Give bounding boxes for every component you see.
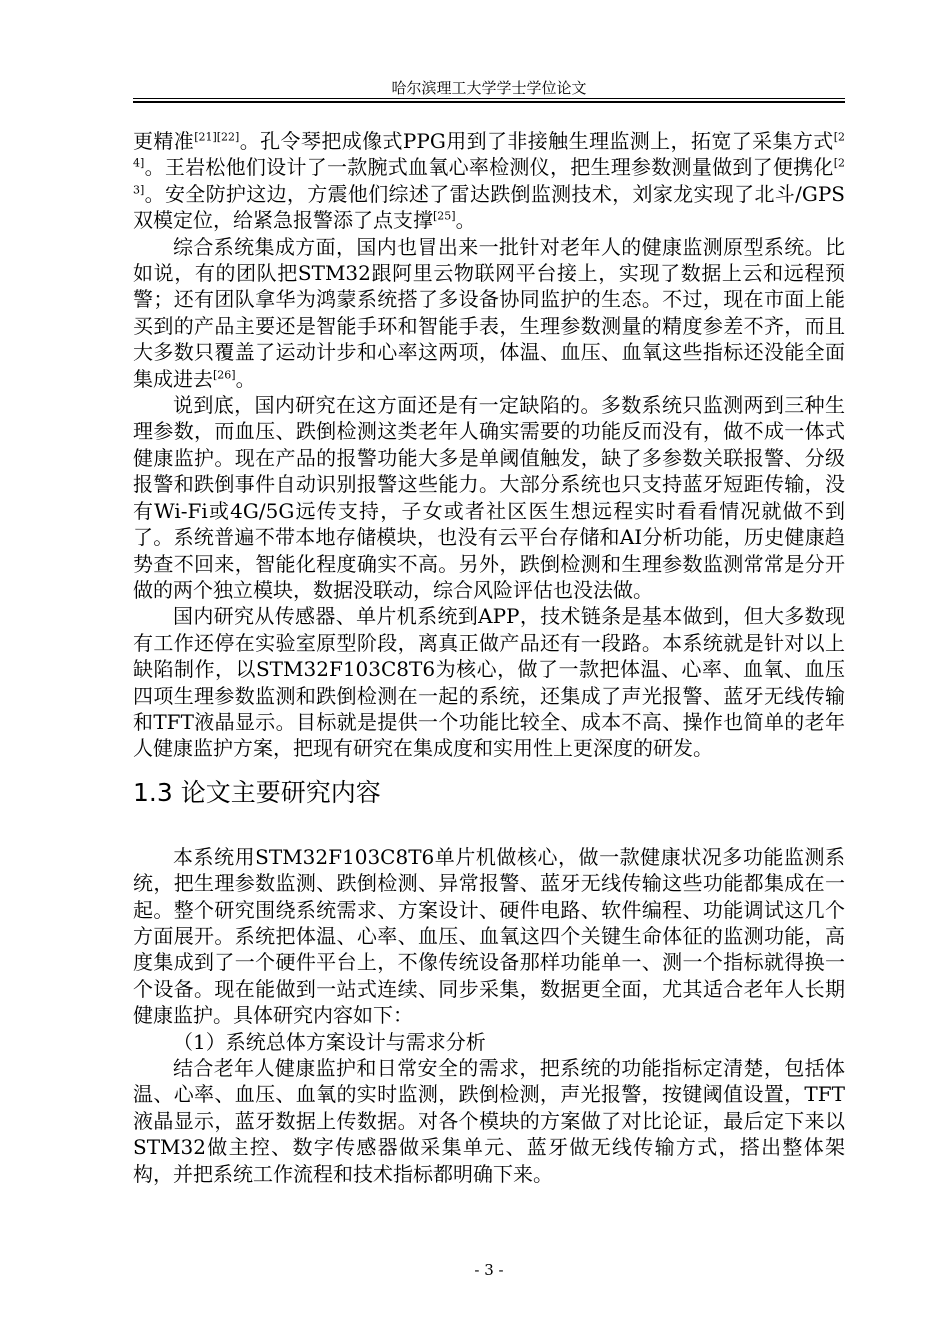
- body-paragraph: [133, 844, 845, 1029]
- paragraph-group-background: [133, 128, 845, 762]
- paragraph-text: 。: [455, 208, 476, 233]
- header-rule-thick: [133, 101, 845, 103]
- citation-ref: [21][22]: [194, 130, 240, 144]
- paragraph-text: 。: [235, 366, 256, 391]
- paragraph-text: 。孔令琴把成像式PPG用到了非接触生理监测上，拓宽了采集方式: [239, 129, 834, 153]
- paragraph-text: 综合系统集成方面，国内也冒出来一批针对老年人的健康监测原型系统。比如说，有的团队把STM32跟阿里云物联网平台接上，实现了数据上云和远程预警；还有团队拿华为鸿蒙系统搭了多设备协同监护的生态。不过，现在市面上能买到的产品主要还是智能手环和智能手表，生理参数测量的精度参差不齐，而且大多数只覆盖了运动计步和心率这两项，体温、血压、血氧这些指标还没能全面集成进去: [133, 234, 845, 391]
- citation-ref: [25]: [433, 209, 456, 223]
- paragraph-text: 说到底，国内研究在这方面还是有一定缺陷的。多数系统只监测两到三种生理参数，而血压、跌倒检测这类老年人确实需要的功能反而没有，做不成一体式健康监护。现在产品的报警功能大多是单阈值触发，缺了多参数关联报警、分级报警和跌倒事件自动识别报警这些能力。大部分系统也只支持蓝牙短距传输，没有Wi-Fi或4G/5G远传支持，子女或者社区医生想远程实时看看情况就做不到了。系统普遍不带本地存储模块，也没有云平台存储和AI分析功能，历史健康趋势查不回来，智能化程度确实不高。另外，跌倒检测和生理参数监测常常是分开做的两个独立模块，数据没联动，综合风险评估也没法做。: [133, 393, 845, 602]
- paragraph-text: 。安全防护这边，方震他们综述了雷达跌倒监测技术，刘家龙实现了北斗/GPS双模定位，给紧急报警添了点支撑: [133, 181, 845, 233]
- paragraph-text: （1）系统总体方案设计与需求分析: [173, 1029, 486, 1054]
- citation-ref: [23]: [133, 156, 845, 197]
- running-header: 哈尔滨理工大学学士学位论文: [391, 79, 587, 97]
- paragraph-text: 结合老年人健康监护和日常安全的需求，把系统的功能指标定清楚，包括体温、心率、血压、血氧的实时监测，跌倒检测，声光报警，按键阈值设置，TFT液晶显示，蓝牙数据上传数据。对各个模块的方案做了对比论证，最后定下来以STM32做主控、数字传感器做采集单元、蓝牙做无线传输方式，搭出整体架构，并把系统工作流程和技术指标都明确下来。: [133, 1056, 845, 1186]
- body-paragraph: [133, 234, 845, 392]
- body-paragraph: [133, 603, 845, 761]
- section-heading: 1.3 论文主要研究内容: [133, 777, 381, 807]
- paragraph-text: 国内研究从传感器、单片机系统到APP，技术链条是基本做到，但大多数现有工作还停在实验室原型阶段，离真正做产品还有一段路。本系统就是针对以上缺陷制作，以STM32F103C8T6为核心，做了一款把体温、心率、血氧、血压四项生理参数监测和跌倒检测在一起的系统，还集成了声光报警、蓝牙无线传输和TFT液晶显示。目标就是提供一个功能比较全、成本不高、操作也简单的老年人健康监护方案，把现有研究在集成度和实用性上更深度的研发。: [133, 604, 845, 761]
- page-number: - 3 -: [474, 1261, 504, 1279]
- body-paragraph: [133, 1029, 845, 1055]
- page-body: [133, 128, 845, 1187]
- paragraph-text: 本系统用STM32F103C8T6单片机做核心，做一款健康状况多功能监测系统，把生理参数监测、跌倒检测、异常报警、蓝牙无线传输这些功能都集成在一起。整个研究围绕系统需求、方案设计、硬件电路、软件编程、功能调试这几个方面展开。系统把体温、心率、血压、血氧这四个关键生命体征的监测功能，高度集成到了一个硬件平台上，不像传统设备那样功能单一、测一个指标就得换一个设备。现在能做到一站式连续、同步采集，数据更全面，尤其适合老年人长期健康监护。具体研究内容如下：: [133, 844, 845, 1028]
- citation-ref: [26]: [213, 368, 236, 381]
- citation-ref: [24]: [133, 130, 846, 170]
- body-paragraph: [133, 1055, 845, 1187]
- header-rule-thin: [133, 98, 845, 99]
- body-paragraph: [133, 392, 845, 603]
- body-paragraph: [133, 128, 845, 234]
- paragraph-text: 更精准: [133, 129, 195, 153]
- paragraph-group-research-content: [133, 844, 845, 1187]
- paragraph-text: 。王岩松他们设计了一款腕式血氧心率检测仪，把生理参数测量做到了便携化: [144, 155, 834, 180]
